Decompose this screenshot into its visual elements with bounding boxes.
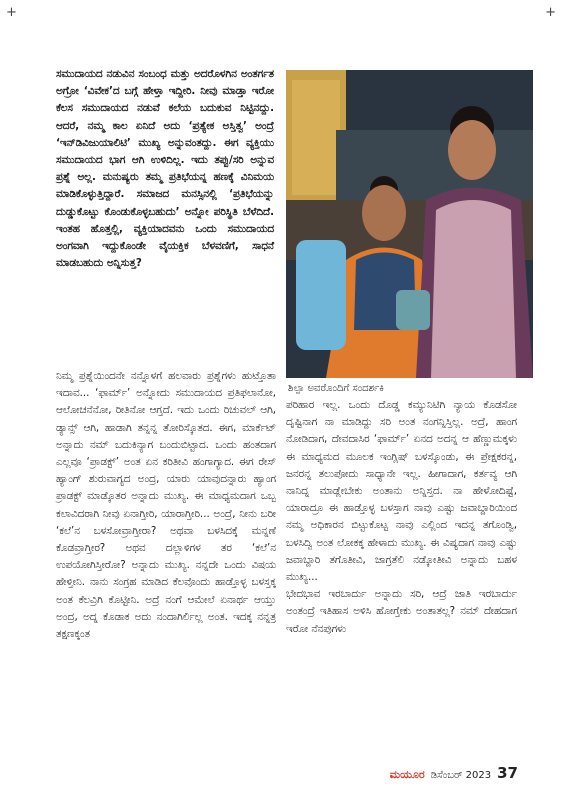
article-answer-left-column: [56, 368, 276, 643]
page-number: 37: [497, 764, 518, 782]
photo-illustration: [286, 70, 533, 378]
article-question-column: [56, 66, 274, 272]
interview-question: ಸಮುದಾಯದ ನಡುವಿನ ಸಂಬಂಧ ಮತ್ತು ಅದರೊಳಗಿನ ಅಂತರ್ಗತ ಅಗ್ರೋ ‘ವಿವೇಕ’ದ ಬಗ್ಗೆ ಹೇಳ್ತಾ ಇದ್ದೀರಿ. ನೀವು ಮಾಡ್ತಾ ಇರೋ ಕೆಲಸ ಸಮುದಾಯದ ನಡುವೆ ಕಲೆಯ ಬದುಕುವ ನಿಟ್ಟಿನದ್ದು. ಆದರೆ, ನಮ್ಮ ಕಾಲ ಏನಿದೆ ಅದು ‘ಪ್ರತ್ಯೇಕ ಅಸ್ತಿತ್ವ’ ಅಂದ್ರೆ ‘ಇನ್‌ಡಿವಿಜುಯಾಲಿಟಿ’ ಮುಖ್ಯ ಅನ್ನುವಂತದ್ದು. ಈಗ ವ್ಯಕ್ತಿಯು ಸಮುದಾಯದ ಭಾಗ ಆಗಿ ಉಳಿದಿಲ್ಲ. ಇದು ತಪ್ಪು/ಸರಿ ಅನ್ನುವ ಪ್ರಶ್ನೆ ಅಲ್ಲ. ಮನುಷ್ಯರು ತಮ್ಮ ಪ್ರತಿಭೆಯನ್ನ ಹಣಕ್ಕೆ ವಿನಿಮಯ ಮಾಡಿಕೊಳ್ಳುತ್ತಿದ್ದಾರೆ. ಸಮಾಜದ ಮನಸ್ಸಿನಲ್ಲಿ ‘ಪ್ರತಿಭೆಯನ್ನು ದುಡ್ಡುಕೊಟ್ಟು ಕೊಂಡುಕೊಳ್ಳಬಹುದು’ ಅನ್ನೋ ಪರಿಸ್ಥಿತಿ ಬೆಳೆದಿದೆ. ಇಂತಹ ಹೊತ್ತಲ್ಲಿ, ವ್ಯಕ್ತಿಯಾದವನು ಒಂದು ಸಮುದಾಯದ ಅಂಗವಾಗಿ ಇದ್ದುಕೊಂಡೇ ವೈಯಕ್ತಿಕ ಬೆಳವಣಿಗೆ, ಸಾಧನೆ ಮಾಡಬಹುದು ಅನ್ನಿಸುತ್ತ?: [56, 68, 274, 270]
interview-answer-part-1: ನಿಮ್ಮ ಪ್ರಶ್ನೆಯಿಂದನೇ ನನ್ನೊಳಗೆ ಹಲವಾರು ಪ್ರಶ್ನೆಗಳು ಹುಟ್ತೊತಾ ಇದಾವ... ‘ಫಾರ್ಮ್’ ಅನ್ನೋದು ಸಮುದಾಯದ ಪ್ರತಿಫಲಾನೋ, ಆಲೋಚನೆನೋ, ರೀತಿನೋ ಆಗ್ತದೆ. ಇದು ಒಂದು ರಿಚುವಲ್ ಆಗಿ, ಡ್ಯಾನ್ಸ್ ಆಗಿ, ಹಾಡಾಗಿ ತನ್ನನ್ನ ತೋರಿಸ್ಕೊತದ. ಈಗ, ಮಾರ್ಕೆಟ್ ಅನ್ನಾದು ನಮ್ ಬದುಕಿನ್ಯಾಗ ಬಂದುಬಿಟ್ಟಾದ. ಒಂದು ಹಂತದಾಗ ಎಲ್ಲವೂ ‘ಪ್ರಾಡಕ್ಟ್’ ಅಂತ ಏನ ಕರಿತೀವಿ ಹಂಗಾಗ್ಯಾದ. ಈಗ ರೇಸ್ ಹ್ಯಾಂಗ್ ಶುರುವಾಗ್ಯದ ಅಂದ್ರ, ಯಾರು ಯಾವುದನ್ನಾರು ಹ್ಯಾಂಗ ಪ್ರಾಡಕ್ಟ್ ಮಾಡ್ಕೊತರ ಅನ್ನಾದು ಮುಖ್ಯ. ಈ ಮಾಧ್ಯಮದಾಗ ಒಬ್ಬ ಕಲಾವಿದರಾಗಿ ನೀವು ಏನಾಗ್ತೀರಿ, ಯಾರಾಗ್ತೀರಿ... ಅಂದ್ರೆ, ನೀನು ಬರೀ ‘ಕಲೆ’ನ ಬಳಸೋವ್ರಾಗ್ತೀರಾ? ಅಥವಾ ಬಳಸಿದಕ್ಕೆ ಮನ್ನಣೆ ಕೊಡವ್ರಾಗ್ತೀರ? ಅಥವ ದಲ್ಲಾಳಿಗಳ ತರ ‘ಕಲೆ’ನ ಉಪಯೋಗಿಸ್ತೀರೋ? ಅನ್ನಾದು ಮುಖ್ಯ. ನನ್ನದೇ ಒಂದು ವಿಷಯ ಹೇಳ್ತೀನಿ. ನಾನು ಸಂಗ್ರಹ ಮಾಡಿದ ಕೆಲವೊಂದು ಹಾಡ್ತೊಳ್ಳ ಬಳಸ್ತಕ್ಕ ಅಂತ ಕೆಲವ್ರಿಗಿ ಕೊಟ್ಟೀನಿ. ಅದ್ರೆ ನಂಗೆ ಆಮೇಲೆ ಏನಾರ್ಥ ಆಯ್ತು ಅಂದ್ರ, ಅದ್ನ ಕೊಡಾಕ ಅದು ನಂದಾಗಿರ್ಲಿಲ್ಲ ಅಂತ. ಇದಕ್ಕ ನನ್ನತ್ರ ತಕ್ಷಣಕ್ಕಂತ: [56, 370, 276, 641]
crop-mark-top-left: +: [6, 5, 17, 20]
crop-mark-top-right: +: [545, 5, 556, 20]
interview-photo: [286, 70, 533, 378]
magazine-brand: ಮಯೂರ: [389, 768, 425, 781]
article-answer-right-column: [286, 397, 517, 638]
page-footer: [390, 764, 518, 782]
photo-caption: ಶಿಲ್ಪಾ ಅವರೊಂದಿಗೆ ಸಂದರ್ಶಕಿ: [288, 383, 384, 394]
interview-answer-part-2: ಪರಿಹಾರ ಇಲ್ಲ. ಒಂದು ದೊಡ್ಡ ಕಮ್ಯುನಿಟಿಗಿ ನ್ಯಾಯ ಕೊಡಸೋ ದೃಷ್ಟಿನಾಗ ನಾ ಮಾಡಿದ್ದು ಸರಿ ಅಂತ ನಂಗನ್ನಿಸ್ತಿಲ್ಲ. ಅದ್ರೆ, ಹಾಂಗ ನೋಡಿದಾಗ, ದೇವದಾಸಿರ ‘ಫಾರ್ಮ್’ ಏನದ ಅದನ್ನ ಆ ಹೆಣ್ಣುಮಕ್ಕಳು ಈ ಮಾಧ್ಯಮದ ಮೂಲಕ ಇಂಗ್ಲಿಷ್ ಬಳಸ್ಕೊಂಡು, ಈ ಪ್ರೇಕ್ಷಕರನ್ನ, ಜನರನ್ನ ತಲುಪೋದು ಸಾಧ್ಯಾನೇ ಇಲ್ಲ. ಹೀಗಾದಾಗ, ಕರ್ತವ್ಯ ಆಗಿ ನಾನಿದ್ನ ಮಾಡ್ಲೇಬೇಕು ಅಂತಾನು ಅನ್ನಿಸ್ತದ. ನಾ ಹೇಳೋದಿಷ್ಟೆ, ಯಾರಾದ್ರೂ ಈ ಹಾಡ್ತೊಳ್ಳ ಬಳಸ್ತಾಗ ನಾವು ಎಷ್ಟು ಜವಾಬ್ದಾರಿಯಿಂದ ನಮ್ಮ ಅಧಿಕಾರನ ಬಿಟ್ಟುಕೊಟ್ಟ ನಾವು ಎಲ್ಲಿಂದ ಇದನ್ನ ತಗೊಂಡ್ವಿ, ಬಳಸಿದ್ವಿ ಅಂತ ಲೋಕಕ್ಕ ಹೇಳಾದು ಮುಖ್ಯ. ಈ ವಿಷ್ಯದಾಗ ನಾವು ಎಷ್ಟು ಜವಾಬ್ದಾರಿ ತಗೊತೀವಿ, ಜಾಗ್ರತೆಲಿ ನಡ್ಕೋತೀವಿ ಅನ್ನಾದು ಬಹಳ ಮುಖ್ಯ... ಭೇದಭಾವ ಇರಬಾರ್ದು ಅನ್ನಾದು ಸರಿ, ಆದ್ರೆ ಜಾತಿ ಇರಬಾರ್ದು ಅಂತಂದ್ರೆ ಇತಿಹಾಸ ಅಳಿಸಿ ಹೋಗ್ತೇಕು ಅಂತಾತಲ್ಲ? ನಮ್ ದೇಹದಾಗ ಇರೋ ನೆನಪುಗಳು: [286, 399, 517, 635]
issue-date: ಡಿಸೆಂಬರ್ 2023: [430, 770, 492, 781]
